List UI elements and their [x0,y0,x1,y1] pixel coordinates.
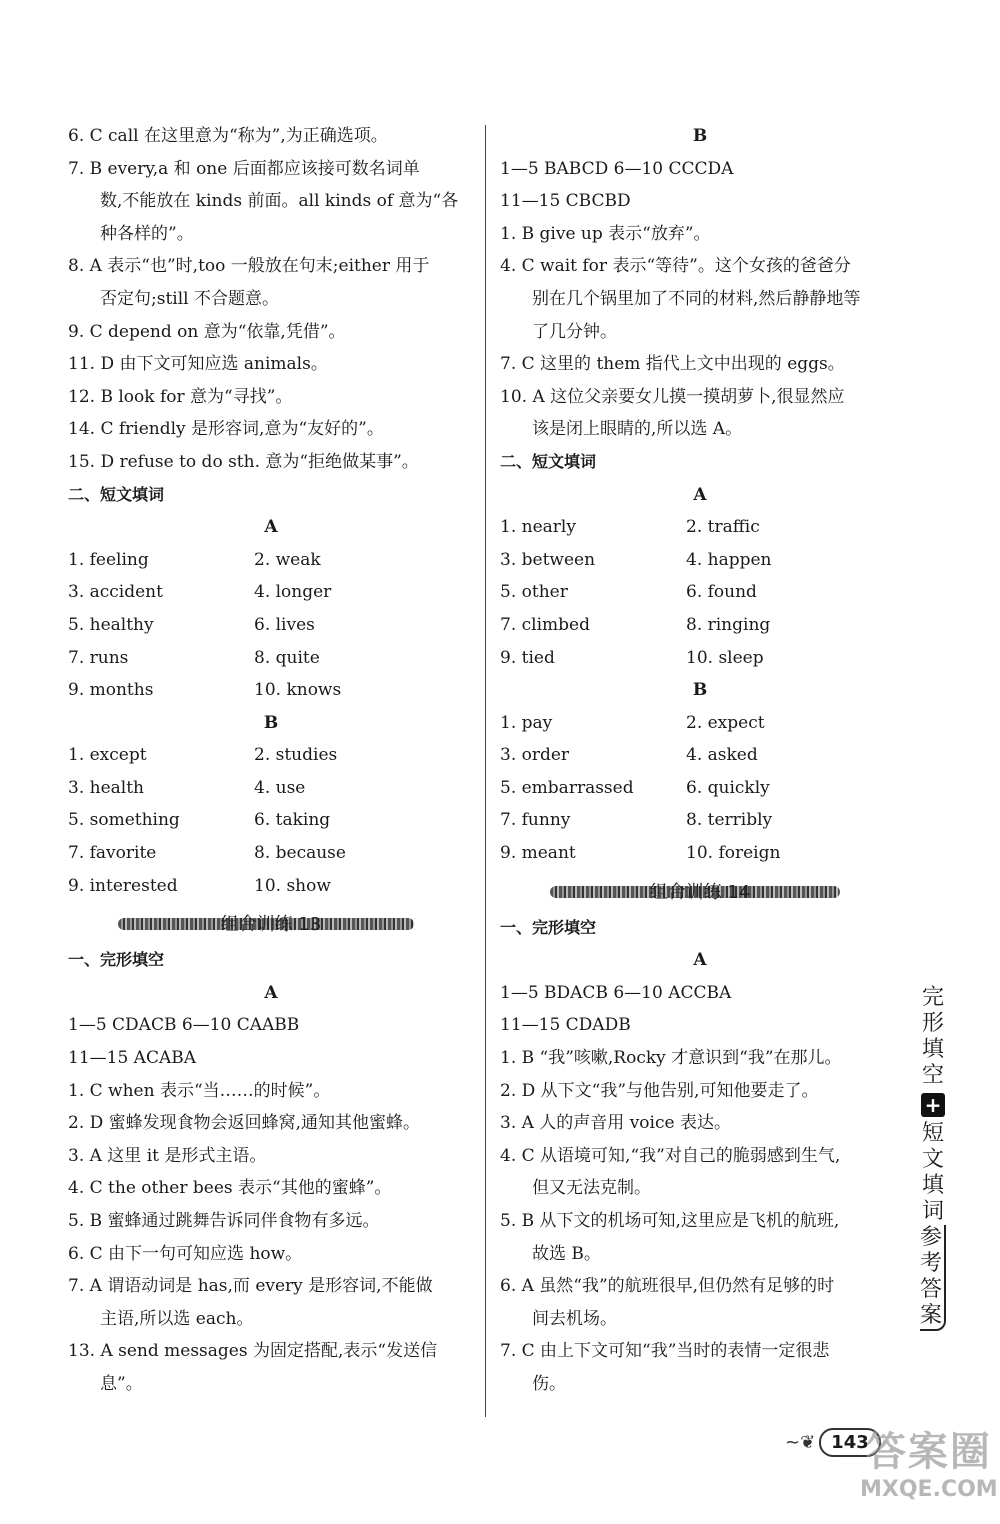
answer-key [500,977,900,1042]
answer-text: 11. D 由下文可知应选 animals。 [68,354,328,375]
answer-item [68,153,474,251]
answer-word: 2. weak [254,549,321,570]
answer-item [500,1270,900,1335]
answer-word: 7. favorite [68,843,157,864]
side-tab-char: 文 [921,1147,944,1172]
side-tab-char: 填 [921,1173,944,1198]
answer-word: 7. funny [500,810,571,831]
answer-key-line: 11—15 ACABA [68,1048,196,1069]
answer-pair-row [500,707,900,740]
answer-pair-row [68,642,474,675]
answer-item [68,120,474,153]
answer-word: 10. show [254,875,331,896]
answer-key-line: 11—15 CDADB [500,1015,631,1036]
answer-item [68,1140,474,1173]
answer-word: 2. traffic [686,517,760,538]
answer-text: 10. A 这位父亲要女儿摸一摸胡萝卜,很显然应 [500,386,845,407]
answer-word: 1. feeling [68,549,149,570]
answer-text: 否定句;still 不合题意。 [100,288,279,309]
answer-pair-row [68,674,474,707]
answer-item [500,1042,900,1075]
left-bottom-items [68,1075,474,1401]
answer-key-line: 1—5 BABCD 6—10 CCCDA [500,158,734,179]
answer-pair-row [500,642,900,675]
answer-word: 9. meant [500,843,576,864]
answer-word: 4. asked [686,745,758,766]
answer-word: 7. runs [68,647,129,668]
part-label: A [693,484,707,505]
left-top-items [68,120,474,479]
answer-text: 9. C depend on 意为“依靠,凭借”。 [68,321,346,342]
answer-word: 7. climbed [500,614,590,635]
answer-word: 1. nearly [500,517,576,538]
right-column [500,120,900,1401]
answer-word: 3. between [500,549,596,570]
answer-item [500,1335,900,1400]
answer-item [500,250,900,348]
answer-pair-row [68,772,474,805]
plus-icon: + [921,1093,945,1117]
side-tab-char: 参 [919,1225,942,1250]
page-number-value: 143 [819,1428,881,1457]
answer-text: 数,不能放在 kinds 前面。all kinds of 意为“各 [100,191,459,212]
answer-text: 5. B 从下文的机场可知,这里应是飞机的航班, [500,1211,840,1231]
answer-item [500,1140,900,1205]
part-label: B [692,680,708,701]
answer-word: 9. tied [500,647,555,668]
banner-title: 组合训练 13 [220,914,322,936]
answer-word: 3. accident [68,582,163,603]
answer-text: 6. A 虽然“我”的航班很早,但仍然有足够的时 [500,1276,835,1297]
answer-item [68,1172,474,1205]
answer-item [68,348,474,381]
part-label: B [263,712,279,733]
answer-item [68,413,474,446]
side-tab-char: 短 [921,1121,944,1146]
watermark-logo: 答案圈 [865,1429,992,1475]
answer-key [68,1009,474,1074]
watermark-url: MXQE.COM [860,1477,998,1502]
answer-text: 7. A 谓语动词是 has,而 every 是形容词,不能做 [68,1276,433,1297]
answer-text: 3. A 人的声音用 voice 表达。 [500,1113,731,1134]
side-tab-char: 填 [921,1037,944,1062]
answer-word: 6. quickly [686,777,770,798]
answer-text: 2. D 从下文“我”与他告别,可知他要走了。 [500,1080,819,1101]
answer-item [500,1075,900,1108]
answer-pair-row [500,772,900,805]
answer-item [68,381,474,414]
answer-item [68,316,474,349]
answer-text: 1. C when 表示“当……的时候”。 [68,1080,331,1101]
answer-text: 伤。 [532,1373,566,1394]
answer-text: 了几分钟。 [532,321,617,342]
answer-word: 6. taking [254,810,331,831]
answer-key-line: 11—15 CBCBD [500,191,631,212]
answer-text: 13. A send messages 为固定搭配,表示“发送信 [68,1341,438,1362]
answer-item [68,1335,474,1400]
right-items [500,218,900,446]
answer-word: 9. months [68,680,154,701]
answer-word: 8. because [254,843,346,864]
answer-word: 1. pay [500,712,553,733]
part-label: B [692,126,708,146]
answer-text: 6. C call 在这里意为“称为”,为正确选项。 [68,126,388,146]
answer-item [68,1075,474,1108]
answer-item [68,1205,474,1238]
answer-word: 5. embarrassed [500,777,634,798]
section-title: 二、短文填词 [68,484,165,504]
answer-key-line: 1—5 BDACB 6—10 ACCBA [500,982,732,1003]
answer-text: 1. B “我”咳嗽,Rocky 才意识到“我”在那儿。 [500,1048,842,1069]
answer-text: 故选 B。 [532,1243,601,1264]
answer-item [68,250,474,315]
part-label: A [264,982,278,1003]
answer-word: 9. interested [68,875,178,896]
answer-word: 2. studies [254,745,338,766]
answer-pair-row [500,544,900,577]
answer-text: 5. B 蜜蜂通过跳舞告诉同伴食物有多远。 [68,1211,380,1231]
answer-item [68,1107,474,1140]
part-label: A [693,950,707,971]
answer-word: 10. sleep [686,647,764,668]
answer-text: 种各样的”。 [100,223,194,244]
answer-text: 4. C wait for 表示“等待”。这个女孩的爸爸分 [500,256,851,277]
answer-word: 3. order [500,745,570,766]
answer-pair-row [500,804,900,837]
answer-word: 10. knows [254,680,342,701]
answer-pairs [500,511,900,674]
answer-word: 8. ringing [686,614,771,635]
answer-word: 8. quite [254,647,320,668]
answer-pair-row [500,609,900,642]
side-tab-top [922,985,944,1089]
answer-item [500,218,900,251]
answer-text: 7. C 由上下文可知“我”当时的表情一定很悲 [500,1341,830,1362]
answer-pairs [500,707,900,870]
answer-word: 5. healthy [68,614,154,635]
answer-text: 1. B give up 表示“放弃”。 [500,223,711,244]
answer-word: 6. lives [254,614,315,635]
side-tab-char: 空 [921,1063,944,1088]
answer-text: 14. C friendly 是形容词,意为“友好的”。 [68,419,384,440]
answer-pair-row [68,739,474,772]
answer-word: 3. health [68,777,144,798]
answer-word: 5. something [68,810,180,831]
answer-pairs [68,544,474,707]
answer-pair-row [68,544,474,577]
right-bottom-items [500,1042,900,1401]
answer-item [68,1270,474,1335]
side-tab-char: 考 [919,1251,942,1276]
answer-pairs [68,739,474,902]
answer-word: 4. use [254,777,306,798]
answer-text: 息”。 [100,1373,143,1394]
answer-item [68,1238,474,1271]
answer-word: 10. foreign [686,843,781,864]
answer-pair-row [68,870,474,903]
answer-word: 5. other [500,582,568,603]
side-tab-char: 案 [919,1303,942,1328]
side-tab-bottom [922,1121,944,1225]
answer-item [500,1205,900,1270]
answer-text: 8. A 表示“也”时,too 一般放在句末;either 用于 [68,256,430,277]
answer-text: 4. C the other bees 表示“其他的蜜蜂”。 [68,1178,392,1199]
answer-item [500,348,900,381]
answer-key [500,153,900,218]
answer-key-line: 1—5 CDACB 6—10 CAABB [68,1015,300,1036]
section-banner [68,902,474,944]
answer-pair-row [500,511,900,544]
answer-text: 主语,所以选 each。 [100,1308,254,1329]
answer-pair-row [68,804,474,837]
left-column [68,120,474,1401]
answer-text: 15. D refuse to do sth. 意为“拒绝做某事”。 [68,451,419,472]
answer-pair-row [68,837,474,870]
answer-item [68,446,474,479]
answer-word: 1. except [68,745,147,766]
answer-word: 6. found [686,582,757,603]
answer-text: 别在几个锅里加了不同的材料,然后静静地等 [532,288,861,309]
answer-pair-row [500,576,900,609]
answer-text: 4. C 从语境可知,“我”对自己的脆弱感到生气, [500,1145,841,1166]
answer-word: 8. terribly [686,810,773,831]
answer-text: 但又无法克制。 [532,1178,651,1199]
answer-text: 间去机场。 [532,1308,617,1329]
answer-text: 6. C 由下一句可知应选 how。 [68,1243,303,1264]
section-title: 二、短文填词 [500,451,597,471]
answer-word: 4. longer [254,582,332,603]
side-tab-char: 形 [921,1011,944,1036]
swirl-icon: ~❦ [785,1432,816,1453]
answer-text: 12. B look for 意为“寻找”。 [68,386,293,407]
watermark [860,1420,998,1502]
side-tab-extra [920,1225,946,1331]
section-title: 一、完形填空 [68,950,165,970]
answer-item [500,1107,900,1140]
part-label: A [264,517,278,538]
section-banner [500,870,900,912]
answer-item [500,381,900,446]
answer-word: 4. happen [686,549,772,570]
side-tab [915,985,951,1405]
answer-text: 2. D 蜜蜂发现食物会返回蜂窝,通知其他蜜蜂。 [68,1113,421,1134]
answer-text: 7. C 这里的 them 指代上文中出现的 eggs。 [500,354,845,375]
answer-pair-row [500,739,900,772]
answer-word: 2. expect [686,712,765,733]
banner-title: 组合训练 14 [649,881,751,903]
answer-pair-row [500,837,900,870]
side-tab-char: 答 [919,1277,942,1302]
column-divider [485,125,486,1417]
answer-text: 3. A 这里 it 是形式主语。 [68,1145,267,1166]
answer-text: 该是闭上眼睛的,所以选 A。 [532,419,743,440]
answer-text: 7. B every,a 和 one 后面都应该接可数名词单 [68,158,420,179]
answer-pair-row [68,609,474,642]
section-title: 一、完形填空 [500,917,597,937]
answer-pair-row [68,576,474,609]
side-tab-char: 完 [921,985,944,1010]
side-tab-char: 词 [921,1199,944,1224]
